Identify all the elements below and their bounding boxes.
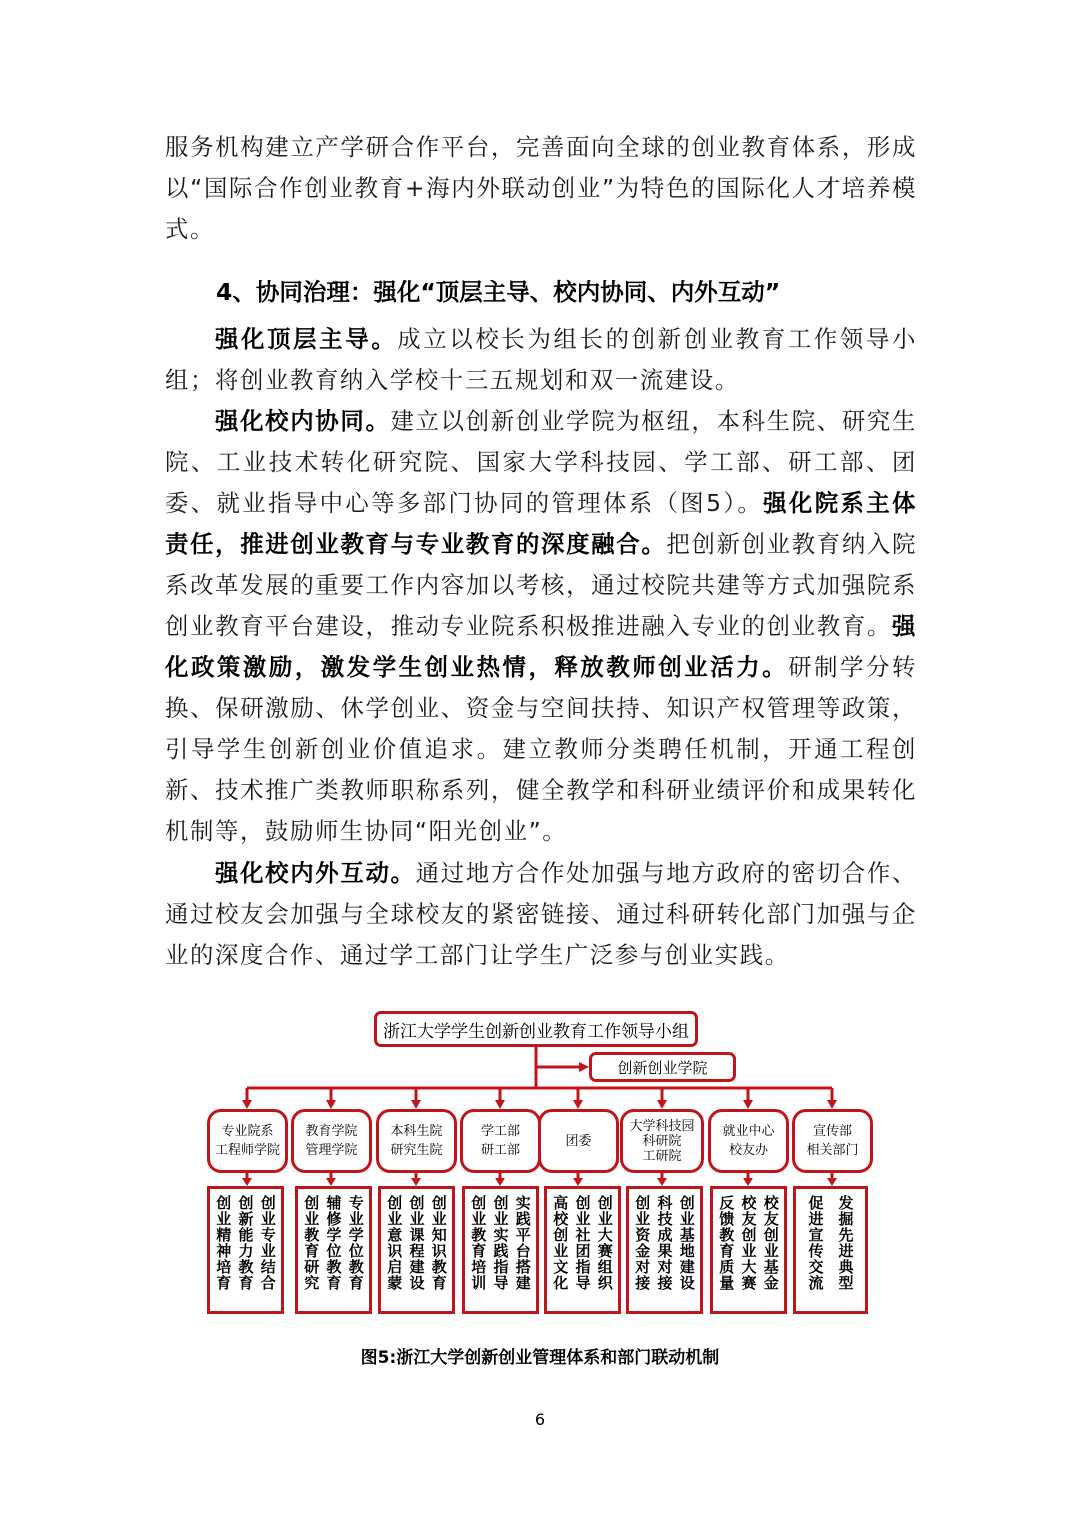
function-column: 创业大赛组织 — [595, 1195, 614, 1291]
dept-box — [460, 1109, 541, 1173]
function-box — [710, 1186, 787, 1314]
function-column: 创业专业结合 — [258, 1195, 277, 1291]
function-column: 高校创业文化 — [551, 1195, 570, 1291]
dept-line-1: 本科生院 — [390, 1124, 443, 1139]
function-column: 创业社团指导 — [573, 1195, 592, 1291]
dept-box — [207, 1109, 288, 1173]
dept-line-2: 工程师学院 — [214, 1143, 280, 1158]
dept-box — [708, 1109, 789, 1173]
dept-box — [291, 1109, 372, 1173]
dept-box — [792, 1109, 873, 1173]
dept-line-2: 科研院 — [642, 1133, 682, 1149]
dept-line-2: 相关部门 — [806, 1143, 859, 1158]
paragraph-1-text: 服务机构建立产学研合作平台，完善面向全球的创业教育体系，形成以“国际合作创业教育+海内外联动创业”为特色的国际化人才培养模式。 — [165, 133, 917, 243]
function-column: 实践平台搭建 — [513, 1195, 532, 1291]
paragraph-3-bold-3: 强化政策激励，激发学生创业热情，释放教师创业活力。 — [165, 612, 917, 681]
function-box — [544, 1186, 621, 1314]
dept-box — [620, 1109, 704, 1173]
function-box — [207, 1186, 284, 1314]
paragraph-4 — [165, 853, 917, 976]
dept-line-1: 大学科技园 — [629, 1118, 695, 1134]
dept-box — [538, 1109, 619, 1173]
paragraph-3 — [165, 401, 917, 852]
function-box — [793, 1186, 868, 1314]
function-box — [378, 1186, 455, 1314]
dept-line-1: 专业院系 — [221, 1124, 274, 1139]
dept-line-2: 校友办 — [728, 1143, 768, 1158]
function-column: 创业实践指导 — [491, 1195, 510, 1291]
function-column: 创业资金对接 — [633, 1195, 652, 1291]
function-column: 科技成果对接 — [655, 1195, 674, 1291]
function-column: 发掘先进典型 — [836, 1195, 855, 1291]
function-column: 促进宣传交流 — [806, 1195, 825, 1291]
function-box — [462, 1186, 539, 1314]
function-column: 校友创业大赛 — [739, 1195, 758, 1291]
function-column: 创业精神培育 — [214, 1195, 233, 1291]
section-heading: 4、协同治理：强化“顶层主导、校内协同、内外互动” — [216, 278, 781, 306]
function-column: 创业基地建设 — [677, 1195, 696, 1291]
paragraph-2-text: 成立以校长为组长的创新创业教育工作领导小组；将创业教育纳入学校十三五规划和双一流建设。 — [165, 325, 918, 394]
dept-line-2: 管理学院 — [305, 1143, 358, 1158]
dept-line-2: 研究生院 — [390, 1143, 443, 1158]
paragraph-3-bold-1: 强化校内协同。 — [215, 407, 391, 435]
paragraph-3-bold-2: 强化院系主体责任，推进创业教育与专业教育的深度融合。 — [165, 489, 917, 558]
dept-line-1: 团委 — [565, 1133, 592, 1149]
leadership-group-box — [374, 1011, 698, 1047]
function-column: 创业知识教育 — [429, 1195, 448, 1291]
function-column: 创业意识启蒙 — [385, 1195, 404, 1291]
function-column: 创业教育研究 — [302, 1195, 321, 1291]
dept-line-1: 宣传部 — [812, 1124, 852, 1139]
paragraph-3-text-1: 建立以创新创业学院为枢纽，本科生院、研究生院、工业技术转化研究院、国家大学科技园、学工部、研工部、团委、就业指导中心等多部门协同的管理体系（图5）。 — [165, 407, 917, 517]
paragraph-4-text: 通过地方合作处加强与地方政府的密切合作、通过校友会加强与全球校友的紧密链接、通过科研转化部门加强与企业的深度合作、通过学工部门让学生广泛参与创业实践。 — [165, 859, 917, 969]
function-column: 创业课程建设 — [407, 1195, 426, 1291]
dept-line-1: 就业中心 — [722, 1124, 775, 1139]
function-column: 专业学位教育 — [346, 1195, 365, 1291]
function-column: 创业教育培训 — [469, 1195, 488, 1291]
paragraph-2-bold: 强化顶层主导。 — [215, 325, 398, 353]
function-column: 反馈教育质量 — [717, 1195, 736, 1291]
paragraph-2 — [165, 319, 917, 401]
function-column: 校友创业基金 — [761, 1195, 780, 1291]
paragraph-3-text-2: 把创新创业教育纳入院系改革发展的重要工作内容加以考核，通过校院共建等方式加强院系创业教育平台建设，推动专业院系积极推进融入专业的创业教育。 — [165, 530, 918, 640]
dept-line-2: 研工部 — [480, 1143, 520, 1158]
innovation-college-box — [589, 1052, 736, 1082]
function-box — [626, 1186, 703, 1314]
dept-box — [376, 1109, 457, 1173]
paragraph-1 — [165, 127, 917, 250]
figure-caption: 图5:浙江大学创新创业管理体系和部门联动机制 — [360, 1348, 720, 1368]
innovation-college-label: 创新创业学院 — [617, 1058, 708, 1077]
paragraph-3-text-3: 研制学分转换、保研激励、休学创业、资金与空间扶持、知识产权管理等政策，引导学生创新创业价值追求。建立教师分类聘任机制，开通工程创新、技术推广类教师职称系列，健全教学和科研业绩评价和成果转化机制等，鼓励师生协同“阳光创业”。 — [165, 653, 918, 845]
page-number: 6 — [534, 1410, 546, 1429]
function-column: 创新能力教育 — [236, 1195, 255, 1291]
dept-line-3: 工研院 — [642, 1148, 682, 1164]
paragraph-4-bold: 强化校内外互动。 — [215, 859, 416, 887]
dept-line-1: 学工部 — [480, 1124, 520, 1139]
function-box — [295, 1186, 372, 1314]
leadership-group-label: 浙江大学学生创新创业教育工作领导小组 — [383, 1021, 689, 1042]
dept-line-1: 教育学院 — [305, 1124, 358, 1139]
function-column: 辅修学位教育 — [324, 1195, 343, 1291]
